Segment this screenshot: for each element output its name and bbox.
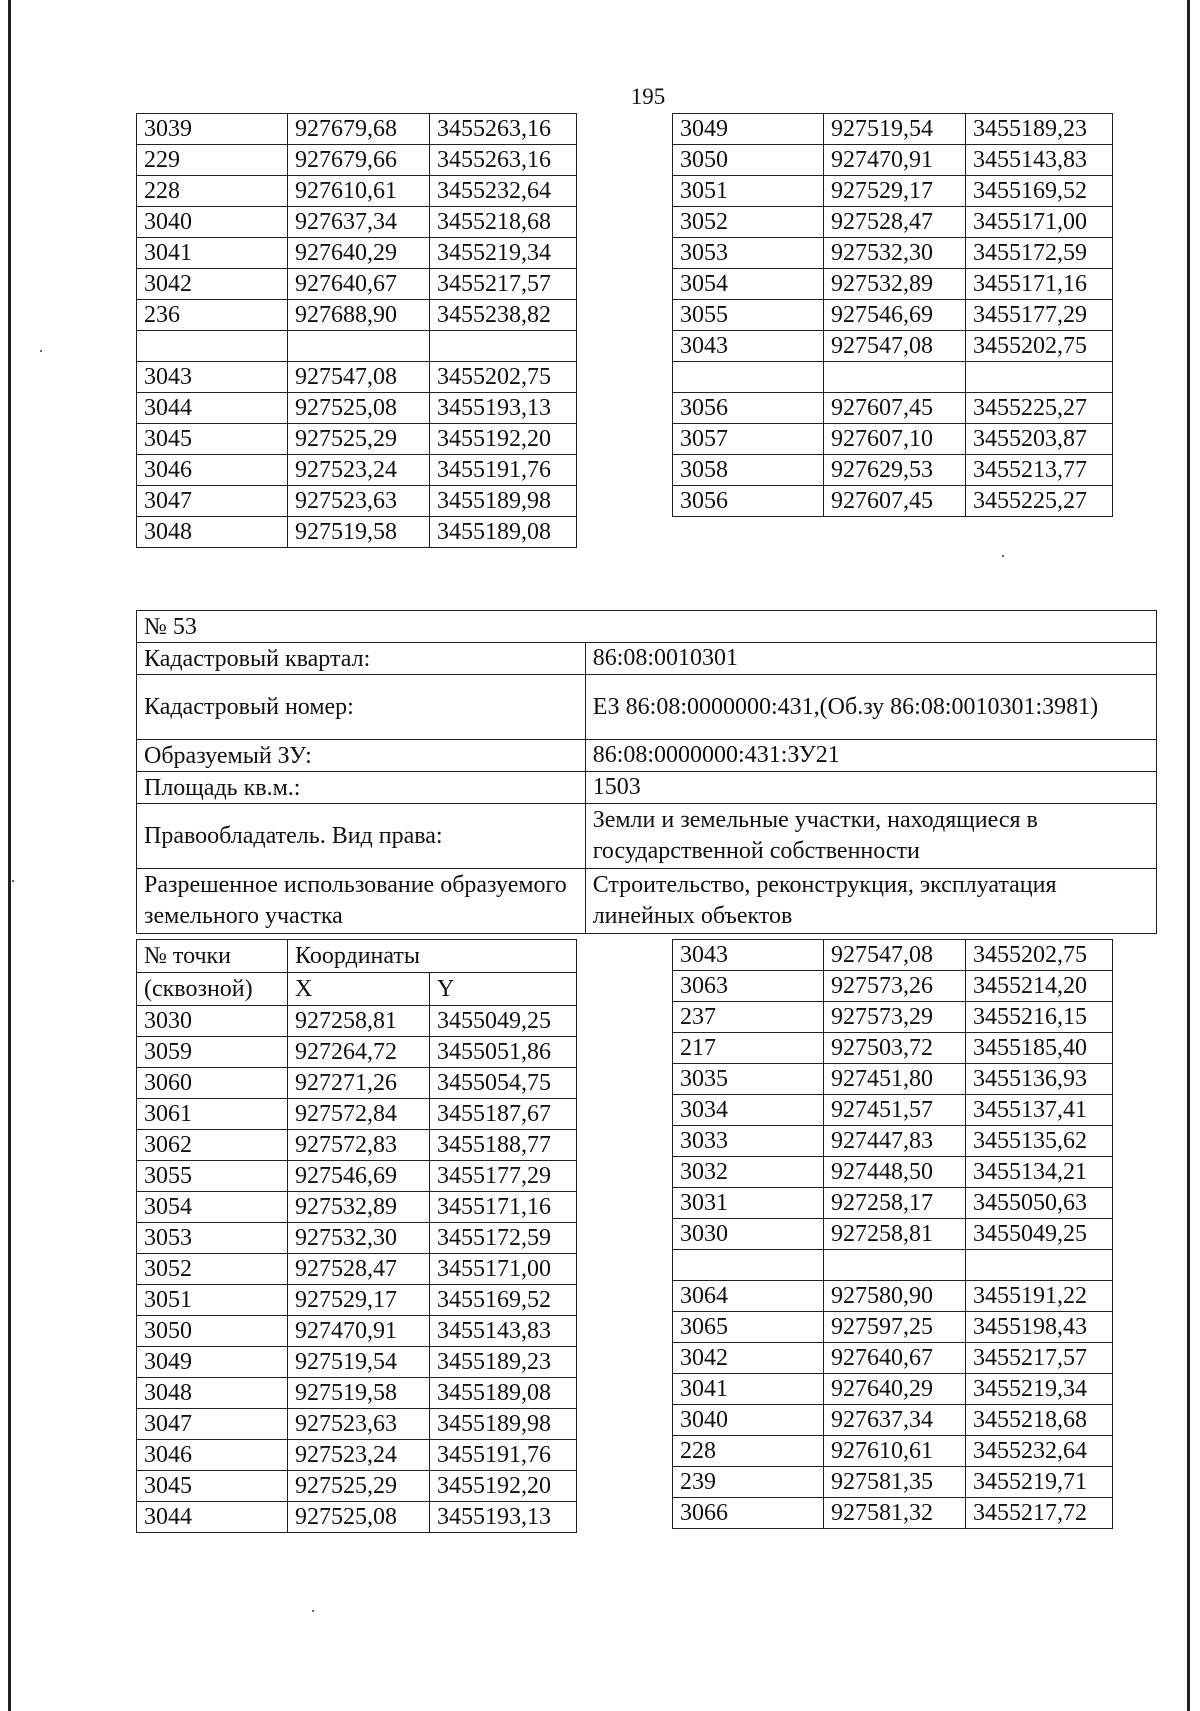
point-number-cell: 3044 xyxy=(137,1502,288,1533)
x-coordinate-cell: 927607,10 xyxy=(824,424,966,455)
field-label: Кадастровый номер: xyxy=(137,675,586,740)
table-row xyxy=(137,455,577,486)
table-row xyxy=(137,1099,577,1130)
point-number-cell: 3054 xyxy=(673,269,824,300)
point-number-subheader: (сквозной) xyxy=(137,973,288,1006)
y-coordinate-cell: 3455169,52 xyxy=(966,176,1113,207)
point-number-cell: 217 xyxy=(673,1033,824,1064)
y-coordinate-cell: 3455189,23 xyxy=(966,114,1113,145)
table-row xyxy=(137,269,577,300)
scan-speck xyxy=(40,350,42,352)
x-coordinate-cell: 927610,61 xyxy=(288,176,430,207)
table-row xyxy=(137,393,577,424)
field-value: 86:08:0010301 xyxy=(585,643,1156,675)
y-coordinate-cell: 3455192,20 xyxy=(430,1471,577,1502)
y-coordinate-cell: 3455263,16 xyxy=(430,145,577,176)
point-number-cell: 3045 xyxy=(137,424,288,455)
x-coordinate-cell: 927547,08 xyxy=(824,940,966,971)
table-row xyxy=(673,269,1113,300)
point-number-cell xyxy=(673,1250,824,1281)
point-number-cell: 228 xyxy=(137,176,288,207)
y-coordinate-cell: 3455171,00 xyxy=(966,207,1113,238)
y-coordinate-cell: 3455136,93 xyxy=(966,1064,1113,1095)
y-coordinate-cell: 3455191,76 xyxy=(430,455,577,486)
y-coordinate-cell: 3455177,29 xyxy=(430,1161,577,1192)
point-number-cell: 3049 xyxy=(137,1347,288,1378)
field-value: 86:08:0000000:431:ЗУ21 xyxy=(585,740,1156,772)
table-row xyxy=(673,300,1113,331)
scan-speck xyxy=(312,1610,314,1612)
x-coordinate-cell: 927532,89 xyxy=(824,269,966,300)
table-row xyxy=(673,1405,1113,1436)
y-coordinate-cell: 3455232,64 xyxy=(966,1436,1113,1467)
x-coordinate-cell: 927581,32 xyxy=(824,1498,966,1529)
table-row xyxy=(673,145,1113,176)
x-coordinate-cell: 927519,54 xyxy=(288,1347,430,1378)
table-row xyxy=(673,1064,1113,1095)
x-coordinate-cell: 927572,84 xyxy=(288,1099,430,1130)
table-row xyxy=(673,971,1113,1002)
point-number-cell: 3056 xyxy=(673,486,824,517)
point-number-cell: 3057 xyxy=(673,424,824,455)
page-number: 195 xyxy=(630,84,666,109)
y-coordinate-cell: 3455050,63 xyxy=(966,1188,1113,1219)
table-row xyxy=(673,1281,1113,1312)
point-number-cell: 3055 xyxy=(673,300,824,331)
table-row xyxy=(137,1316,577,1347)
x-coordinate-cell: 927528,47 xyxy=(824,207,966,238)
x-coordinate-cell: 927573,26 xyxy=(824,971,966,1002)
point-number-cell: 3052 xyxy=(673,207,824,238)
point-number-cell: 3043 xyxy=(137,362,288,393)
y-coordinate-cell: 3455193,13 xyxy=(430,393,577,424)
table-row xyxy=(137,1347,577,1378)
table-row xyxy=(137,1068,577,1099)
x-coordinate-cell: 927470,91 xyxy=(824,145,966,176)
field-label: Кадастровый квартал: xyxy=(137,643,586,675)
y-coordinate-cell: 3455049,25 xyxy=(430,1006,577,1037)
y-coordinate-cell: 3455192,20 xyxy=(430,424,577,455)
y-coordinate-cell: 3455172,59 xyxy=(430,1223,577,1254)
x-coordinate-cell: 927258,81 xyxy=(288,1006,430,1037)
point-number-cell: 3064 xyxy=(673,1281,824,1312)
table-row xyxy=(673,486,1113,517)
point-number-cell: 3046 xyxy=(137,1440,288,1471)
x-coordinate-cell: 927451,80 xyxy=(824,1064,966,1095)
point-number-cell: 3050 xyxy=(673,145,824,176)
table-row xyxy=(673,940,1113,971)
table-row xyxy=(673,1343,1113,1374)
point-number-header: № точки xyxy=(137,940,288,973)
point-number-cell: 239 xyxy=(673,1467,824,1498)
point-number-cell: 3040 xyxy=(673,1405,824,1436)
point-number-cell: 3063 xyxy=(673,971,824,1002)
point-number-cell: 3051 xyxy=(137,1285,288,1316)
table-row xyxy=(673,1374,1113,1405)
x-coordinate-cell: 927525,08 xyxy=(288,393,430,424)
x-coordinate-cell: 927264,72 xyxy=(288,1037,430,1068)
x-coordinate-cell: 927572,83 xyxy=(288,1130,430,1161)
table-row xyxy=(673,1250,1113,1281)
x-coordinate-cell: 927640,67 xyxy=(288,269,430,300)
x-coordinate-cell: 927447,83 xyxy=(824,1126,966,1157)
x-coordinate-cell: 927528,47 xyxy=(288,1254,430,1285)
x-coordinate-cell: 927607,45 xyxy=(824,393,966,424)
y-coordinate-cell: 3455219,34 xyxy=(430,238,577,269)
point-number-cell: 3061 xyxy=(137,1099,288,1130)
table-row xyxy=(673,1312,1113,1343)
table-row xyxy=(137,331,577,362)
y-coordinate-cell: 3455217,57 xyxy=(430,269,577,300)
table-row xyxy=(673,362,1113,393)
table-row xyxy=(137,1502,577,1533)
y-coordinate-cell: 3455193,13 xyxy=(430,1502,577,1533)
x-coordinate-cell: 927523,24 xyxy=(288,1440,430,1471)
table-row xyxy=(673,393,1113,424)
table-row xyxy=(137,300,577,331)
y-coordinate-cell: 3455187,67 xyxy=(430,1099,577,1130)
point-number-cell: 3056 xyxy=(673,393,824,424)
field-value: Земли и земельные участки, находящиеся в государственной собственности xyxy=(585,804,1156,869)
field-label: Площадь кв.м.: xyxy=(137,772,586,804)
field-label: Образуемый ЗУ: xyxy=(137,740,586,772)
point-number-cell: 3031 xyxy=(673,1188,824,1219)
table-row xyxy=(673,1436,1113,1467)
y-coordinate-cell: 3455218,68 xyxy=(966,1405,1113,1436)
x-coordinate-cell: 927607,45 xyxy=(824,486,966,517)
x-coordinate-cell xyxy=(288,331,430,362)
x-coordinate-cell xyxy=(824,1250,966,1281)
point-number-cell: 3041 xyxy=(673,1374,824,1405)
x-coordinate-cell: 927547,08 xyxy=(288,362,430,393)
x-coordinate-cell: 927258,17 xyxy=(824,1188,966,1219)
table-row xyxy=(673,1095,1113,1126)
x-coordinate-cell: 927532,30 xyxy=(288,1223,430,1254)
table-row xyxy=(673,1157,1113,1188)
point-number-cell: 3051 xyxy=(673,176,824,207)
y-coordinate-cell: 3455198,43 xyxy=(966,1312,1113,1343)
x-coordinate-cell xyxy=(824,362,966,393)
y-coordinate-cell xyxy=(966,362,1113,393)
x-coordinate-cell: 927258,81 xyxy=(824,1219,966,1250)
y-coordinate-cell: 3455214,20 xyxy=(966,971,1113,1002)
field-value: 1503 xyxy=(585,772,1156,804)
point-number-cell: 3065 xyxy=(673,1312,824,1343)
x-header: X xyxy=(288,973,430,1006)
table-row xyxy=(137,486,577,517)
x-coordinate-cell: 927581,35 xyxy=(824,1467,966,1498)
x-coordinate-cell: 927637,34 xyxy=(288,207,430,238)
y-coordinate-cell: 3455171,16 xyxy=(966,269,1113,300)
point-number-cell xyxy=(673,362,824,393)
table-row xyxy=(137,517,577,548)
x-coordinate-cell: 927525,29 xyxy=(288,424,430,455)
x-coordinate-cell: 927546,69 xyxy=(288,1161,430,1192)
scan-speck xyxy=(1002,555,1004,557)
y-coordinate-cell: 3455191,22 xyxy=(966,1281,1113,1312)
point-number-cell: 3059 xyxy=(137,1037,288,1068)
y-coordinate-cell: 3455143,83 xyxy=(430,1316,577,1347)
field-label: Правообладатель. Вид права: xyxy=(137,804,586,869)
top-left-coordinates-table xyxy=(136,113,577,548)
point-number-cell: 3053 xyxy=(673,238,824,269)
y-coordinate-cell: 3455189,23 xyxy=(430,1347,577,1378)
x-coordinate-cell: 927519,58 xyxy=(288,1378,430,1409)
x-coordinate-cell: 927470,91 xyxy=(288,1316,430,1347)
point-number-cell: 3042 xyxy=(137,269,288,300)
y-coordinate-cell: 3455216,15 xyxy=(966,1002,1113,1033)
table-row xyxy=(673,114,1113,145)
point-number-cell: 3030 xyxy=(137,1006,288,1037)
y-coordinate-cell: 3455219,34 xyxy=(966,1374,1113,1405)
point-number-cell: 3055 xyxy=(137,1161,288,1192)
x-coordinate-cell: 927640,29 xyxy=(288,238,430,269)
table-row xyxy=(673,176,1113,207)
top-right-coordinates-table xyxy=(672,113,1113,517)
table-row xyxy=(673,455,1113,486)
x-coordinate-cell: 927519,54 xyxy=(824,114,966,145)
y-coordinate-cell: 3455191,76 xyxy=(430,1440,577,1471)
x-coordinate-cell: 927546,69 xyxy=(824,300,966,331)
x-coordinate-cell: 927529,17 xyxy=(824,176,966,207)
table-row xyxy=(137,207,577,238)
point-number-cell: 3053 xyxy=(137,1223,288,1254)
table-row xyxy=(137,1130,577,1161)
table-row xyxy=(673,207,1113,238)
y-coordinate-cell: 3455054,75 xyxy=(430,1068,577,1099)
y-coordinate-cell xyxy=(430,331,577,362)
point-number-cell: 3032 xyxy=(673,1157,824,1188)
point-number-cell: 237 xyxy=(673,1002,824,1033)
x-coordinate-cell: 927679,66 xyxy=(288,145,430,176)
point-number-cell: 3030 xyxy=(673,1219,824,1250)
bottom-right-coordinates-table xyxy=(672,939,1113,1529)
x-coordinate-cell: 927519,58 xyxy=(288,517,430,548)
point-number-cell: 228 xyxy=(673,1436,824,1467)
x-coordinate-cell: 927525,08 xyxy=(288,1502,430,1533)
y-coordinate-cell: 3455189,98 xyxy=(430,1409,577,1440)
y-coordinate-cell: 3455172,59 xyxy=(966,238,1113,269)
y-coordinate-cell: 3455171,16 xyxy=(430,1192,577,1223)
y-coordinate-cell: 3455203,87 xyxy=(966,424,1113,455)
point-number-cell: 3039 xyxy=(137,114,288,145)
x-coordinate-cell: 927532,30 xyxy=(824,238,966,269)
x-coordinate-cell: 927532,89 xyxy=(288,1192,430,1223)
table-row xyxy=(673,238,1113,269)
table-row xyxy=(137,424,577,455)
table-row xyxy=(137,1006,577,1037)
x-coordinate-cell: 927640,29 xyxy=(824,1374,966,1405)
table-row xyxy=(137,176,577,207)
y-coordinate-cell: 3455225,27 xyxy=(966,486,1113,517)
table-row xyxy=(137,1440,577,1471)
table-row xyxy=(137,1192,577,1223)
point-number-cell: 3035 xyxy=(673,1064,824,1095)
table-row xyxy=(673,424,1113,455)
point-number-cell: 236 xyxy=(137,300,288,331)
table-row xyxy=(137,1409,577,1440)
y-coordinate-cell: 3455051,86 xyxy=(430,1037,577,1068)
x-coordinate-cell: 927640,67 xyxy=(824,1343,966,1374)
x-coordinate-cell: 927547,08 xyxy=(824,331,966,362)
table-row xyxy=(137,1254,577,1285)
parcel-info-table xyxy=(136,610,1157,934)
x-coordinate-cell: 927529,17 xyxy=(288,1285,430,1316)
table-row xyxy=(673,1033,1113,1064)
table-row xyxy=(137,1471,577,1502)
y-coordinate-cell: 3455189,08 xyxy=(430,1378,577,1409)
x-coordinate-cell: 927688,90 xyxy=(288,300,430,331)
y-coordinate-cell: 3455219,71 xyxy=(966,1467,1113,1498)
y-coordinate-cell: 3455225,27 xyxy=(966,393,1113,424)
y-coordinate-cell: 3455143,83 xyxy=(966,145,1113,176)
table-row xyxy=(673,1126,1113,1157)
x-coordinate-cell: 927523,24 xyxy=(288,455,430,486)
y-coordinate-cell: 3455263,16 xyxy=(430,114,577,145)
point-number-cell: 3050 xyxy=(137,1316,288,1347)
y-coordinate-cell: 3455217,72 xyxy=(966,1498,1113,1529)
x-coordinate-cell: 927637,34 xyxy=(824,1405,966,1436)
table-row xyxy=(137,1223,577,1254)
point-number-cell: 229 xyxy=(137,145,288,176)
y-coordinate-cell: 3455202,75 xyxy=(966,940,1113,971)
y-coordinate-cell: 3455202,75 xyxy=(966,331,1113,362)
table-row xyxy=(673,1498,1113,1529)
point-number-cell: 3040 xyxy=(137,207,288,238)
x-coordinate-cell: 927271,26 xyxy=(288,1068,430,1099)
x-coordinate-cell: 927523,63 xyxy=(288,486,430,517)
table-row xyxy=(673,1188,1113,1219)
y-coordinate-cell: 3455188,77 xyxy=(430,1130,577,1161)
y-coordinate-cell: 3455135,62 xyxy=(966,1126,1113,1157)
x-coordinate-cell: 927679,68 xyxy=(288,114,430,145)
y-coordinate-cell: 3455049,25 xyxy=(966,1219,1113,1250)
point-number-cell: 3045 xyxy=(137,1471,288,1502)
table-row xyxy=(673,1002,1113,1033)
y-coordinate-cell xyxy=(966,1250,1113,1281)
field-value: Строительство, реконструкция, эксплуатация линейных объектов xyxy=(585,869,1156,934)
right-margin-line xyxy=(1187,0,1190,1711)
bottom-left-coordinates-table xyxy=(136,939,577,1533)
table-row xyxy=(673,331,1113,362)
y-coordinate-cell: 3455137,41 xyxy=(966,1095,1113,1126)
point-number-cell: 3044 xyxy=(137,393,288,424)
x-coordinate-cell: 927525,29 xyxy=(288,1471,430,1502)
y-coordinate-cell: 3455232,64 xyxy=(430,176,577,207)
y-coordinate-cell: 3455171,00 xyxy=(430,1254,577,1285)
y-coordinate-cell: 3455202,75 xyxy=(430,362,577,393)
point-number-cell: 3046 xyxy=(137,455,288,486)
table-row xyxy=(137,362,577,393)
x-coordinate-cell: 927448,50 xyxy=(824,1157,966,1188)
table-row xyxy=(673,1467,1113,1498)
point-number-cell: 3049 xyxy=(673,114,824,145)
point-number-cell: 3041 xyxy=(137,238,288,269)
table-row xyxy=(137,1378,577,1409)
left-margin-line xyxy=(8,0,11,1711)
table-row xyxy=(137,1285,577,1316)
x-coordinate-cell: 927597,25 xyxy=(824,1312,966,1343)
field-value: ЕЗ 86:08:0000000:431,(Об.зу 86:08:0010301:3981) xyxy=(585,675,1156,740)
y-coordinate-cell: 3455218,68 xyxy=(430,207,577,238)
point-number-cell: 3066 xyxy=(673,1498,824,1529)
point-number-cell: 3062 xyxy=(137,1130,288,1161)
table-row xyxy=(673,1219,1113,1250)
table-row xyxy=(137,238,577,269)
table-row xyxy=(137,1161,577,1192)
x-coordinate-cell: 927523,63 xyxy=(288,1409,430,1440)
y-coordinate-cell: 3455134,21 xyxy=(966,1157,1113,1188)
y-coordinate-cell: 3455169,52 xyxy=(430,1285,577,1316)
point-number-cell: 3043 xyxy=(673,331,824,362)
x-coordinate-cell: 927503,72 xyxy=(824,1033,966,1064)
parcel-number: № 53 xyxy=(137,611,1157,643)
x-coordinate-cell: 927629,53 xyxy=(824,455,966,486)
y-coordinate-cell: 3455238,82 xyxy=(430,300,577,331)
point-number-cell: 3048 xyxy=(137,517,288,548)
point-number-cell: 3060 xyxy=(137,1068,288,1099)
y-coordinate-cell: 3455213,77 xyxy=(966,455,1113,486)
y-coordinate-cell: 3455217,57 xyxy=(966,1343,1113,1374)
y-coordinate-cell: 3455189,98 xyxy=(430,486,577,517)
coordinates-header: Координаты xyxy=(288,940,577,973)
y-header: Y xyxy=(430,973,577,1006)
x-coordinate-cell: 927451,57 xyxy=(824,1095,966,1126)
y-coordinate-cell: 3455185,40 xyxy=(966,1033,1113,1064)
x-coordinate-cell: 927580,90 xyxy=(824,1281,966,1312)
table-row xyxy=(137,1037,577,1068)
point-number-cell xyxy=(137,331,288,362)
point-number-cell: 3058 xyxy=(673,455,824,486)
point-number-cell: 3042 xyxy=(673,1343,824,1374)
x-coordinate-cell: 927610,61 xyxy=(824,1436,966,1467)
table-row xyxy=(137,145,577,176)
point-number-cell: 3048 xyxy=(137,1378,288,1409)
point-number-cell: 3033 xyxy=(673,1126,824,1157)
scan-speck xyxy=(12,880,14,882)
y-coordinate-cell: 3455189,08 xyxy=(430,517,577,548)
point-number-cell: 3043 xyxy=(673,940,824,971)
point-number-cell: 3054 xyxy=(137,1192,288,1223)
point-number-cell: 3034 xyxy=(673,1095,824,1126)
table-row xyxy=(137,114,577,145)
field-label: Разрешенное использование образуемого земельного участка xyxy=(137,869,586,934)
y-coordinate-cell: 3455177,29 xyxy=(966,300,1113,331)
point-number-cell: 3047 xyxy=(137,486,288,517)
point-number-cell: 3052 xyxy=(137,1254,288,1285)
x-coordinate-cell: 927573,29 xyxy=(824,1002,966,1033)
point-number-cell: 3047 xyxy=(137,1409,288,1440)
